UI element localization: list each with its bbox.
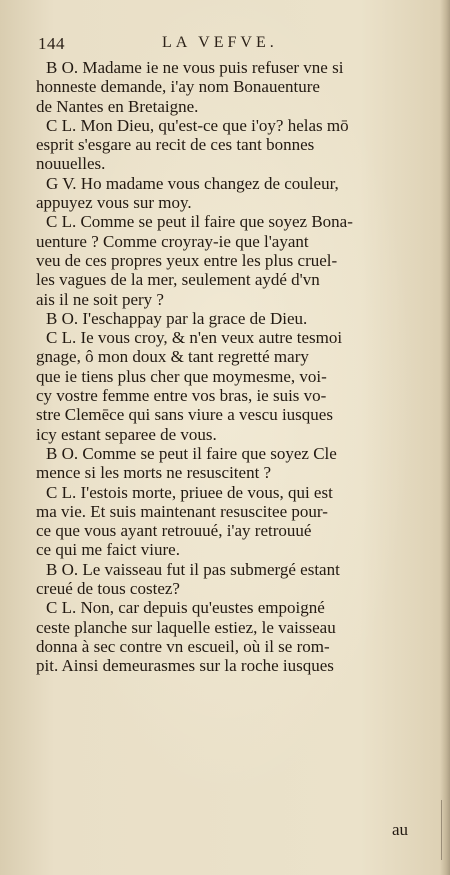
dialogue-text <box>36 58 426 676</box>
text-line: que ie tiens plus cher que moymesme, voi- <box>36 366 327 386</box>
text-line: de Nantes en Bretaigne. <box>36 96 199 116</box>
running-title: LA VEFVE. <box>162 34 278 51</box>
text-line: appuyez vous sur moy. <box>36 193 192 213</box>
text-line: C L. Comme se peut il faire que soyez Bona- <box>46 212 353 232</box>
text-line: B O. I'eschappay par la grace de Dieu. <box>46 308 308 328</box>
text-line: les vagues de la mer, seulement aydé d'vn <box>36 270 320 290</box>
text-line: mence si les morts ne resuscitent ? <box>36 463 272 483</box>
text-line: B O. Madame ie ne vous puis refuser vne si <box>46 58 344 77</box>
text-line: C L. I'estois morte, priuee de vous, qui est <box>46 482 333 502</box>
text-line: ce qui me faict viure. <box>36 540 180 560</box>
text-line: gnage, ô mon doux & tant regretté mary <box>36 347 309 367</box>
text-line: C L. Mon Dieu, qu'est-ce que i'oy? helas mō <box>46 115 349 135</box>
text-line: pit. Ainsi demeurasmes sur la roche iusques <box>36 656 334 676</box>
text-line: stre Clemēce qui sans viure a vescu iusques <box>36 405 333 425</box>
text-line: ais il ne soit pery ? <box>36 289 164 309</box>
catchword: au <box>392 820 409 839</box>
text-line: ce que vous ayant retrouué, i'ay retrouué <box>36 521 312 541</box>
text-line: nouuelles. <box>36 154 106 174</box>
text-line: B O. Le vaisseau fut il pas submergé estant <box>46 559 340 579</box>
running-head <box>0 34 450 56</box>
text-line: icy estant separee de vous. <box>36 424 217 444</box>
text-line: donna à sec contre vn escueil, où il se rom- <box>36 636 330 656</box>
text-line: C L. Non, car depuis qu'eustes empoigné <box>46 598 325 618</box>
text-line: C L. Ie vous croy, & n'en veux autre tesmoi <box>46 328 343 348</box>
text-line: cy vostre femme entre vos bras, ie suis vo- <box>36 386 327 406</box>
text-line: ma vie. Et suis maintenant resuscitee pour- <box>36 501 328 521</box>
text-line: honneste demande, i'ay nom Bonauenture <box>36 77 320 97</box>
text-line: ceste planche sur laquelle estiez, le vaisseau <box>36 617 336 637</box>
text-line: uenture ? Comme croyray-ie que l'ayant <box>36 231 309 251</box>
text-line: G V. Ho madame vous changez de couleur, <box>46 173 339 193</box>
text-line: creué de tous costez? <box>36 579 180 599</box>
page-number: 144 <box>38 34 65 53</box>
text-line: esprit s'esgare au recit de ces tant bonnes <box>36 135 315 155</box>
page-edge-mark <box>441 800 442 860</box>
page-gutter-shadow <box>440 0 450 875</box>
text-line: B O. Comme se peut il faire que soyez Cle <box>46 443 337 463</box>
text-line: veu de ces propres yeux entre les plus cruel- <box>36 250 338 270</box>
